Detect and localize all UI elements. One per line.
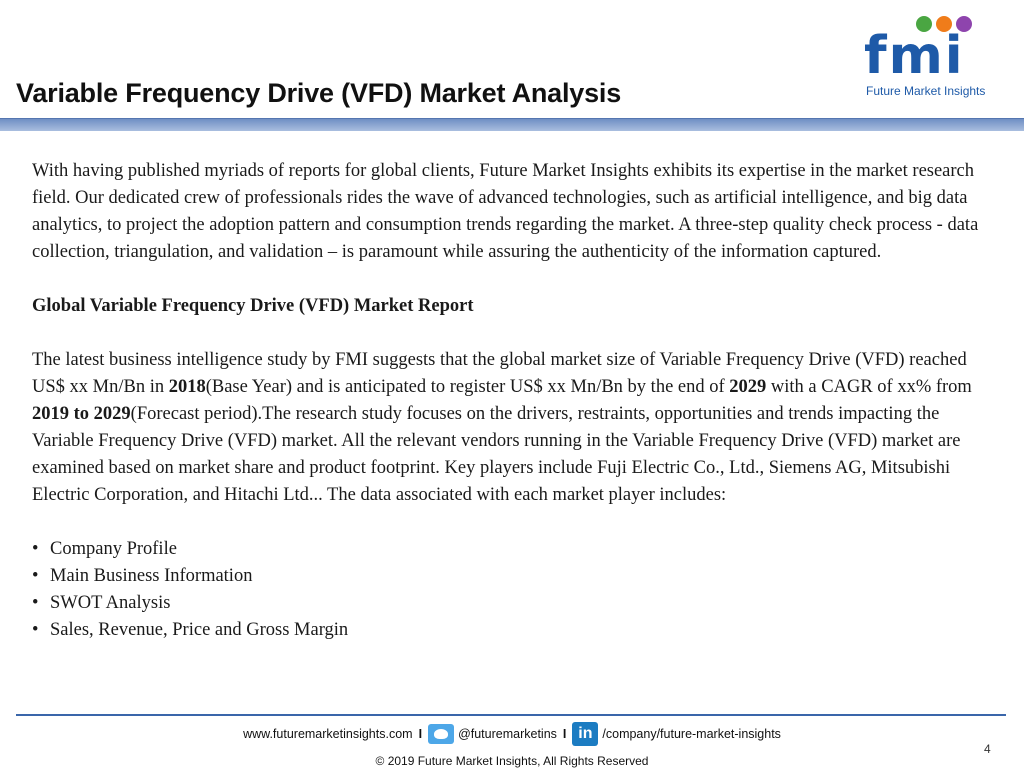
linkedin-link[interactable]: /company/future-market-insights [602,727,781,741]
bullet-list [32,536,992,644]
logo-text: fmi [864,26,965,86]
linkedin-icon[interactable]: in [572,722,598,746]
twitter-handle[interactable]: @futuremarketins [458,727,557,741]
list-item-text: SWOT Analysis [50,593,171,613]
footer [0,722,1024,768]
bullet-marker: • [32,620,39,640]
slide-title: Variable Frequency Drive (VFD) Market Analysis [16,78,622,108]
para-text-2: (Base Year) and is anticipated to register US$ xx Mn/Bn by the end of [205,377,730,397]
end-year: 2029 [729,377,767,397]
bullet-marker: • [32,566,39,586]
footer-links [0,722,1024,746]
footer-separator: I [562,727,567,741]
report-heading: Global Variable Frequency Drive (VFD) Market Report [32,296,474,316]
header-divider [0,118,1024,131]
para-text-3: with a CAGR of xx% from [766,377,972,397]
bullet-marker: • [32,593,39,613]
list-item-text: Main Business Information [50,566,253,586]
intro-paragraph: With having published myriads of reports for global clients, Future Market Insights exhibits its expertise in the market research field. Our dedicated crew of professionals rides the wave of advanced technologies, such as artificial intelligence, and big data analytics, to project the adoption pattern and consumption trends regarding the market. A three-step quality check process - data collection, triangulation, and validation – is paramount while assuring the authenticity of the information captured. [32,161,979,262]
list-item [32,617,992,644]
para-text-1: The latest business intelligence study by FMI suggests that the global market size of Variable Frequency Drive (VFD) reached US$ xx Mn/Bn in [32,350,967,397]
base-year: 2018 [168,377,206,397]
fmi-logo [862,14,1006,100]
logo-subtitle: Future Market Insights [866,84,986,98]
bullet-marker: • [32,539,39,559]
list-item-text: Sales, Revenue, Price and Gross Margin [50,620,349,640]
website-link[interactable]: www.futuremarketinsights.com [243,727,413,741]
copyright-text: © 2019 Future Market Insights, All Rights Reserved [375,754,649,768]
forecast-range: 2019 to 2029 [32,404,131,424]
report-paragraph [32,347,992,509]
list-item [32,590,992,617]
footer-separator: I [418,727,423,741]
para-text-4: (Forecast period).The research study focuses on the drivers, restraints, opportunities and trends impacting the Variable Frequency Drive (VFD) market. All the relevant vendors running in the Variable Frequency Drive (VFD) market are examined based on market share and product footprint. Key players include Fuji Electric Co., Ltd., Siemens AG, Mitsubishi Electric Corporation, and Hitachi Ltd... The data associated with each market player includes: [32,404,961,505]
twitter-icon[interactable] [428,724,454,744]
list-item [32,563,992,590]
list-item [32,536,992,563]
footer-divider [16,714,1006,716]
list-item-text: Company Profile [50,539,177,559]
page-number: 4 [984,742,991,756]
slide-content [32,158,992,644]
